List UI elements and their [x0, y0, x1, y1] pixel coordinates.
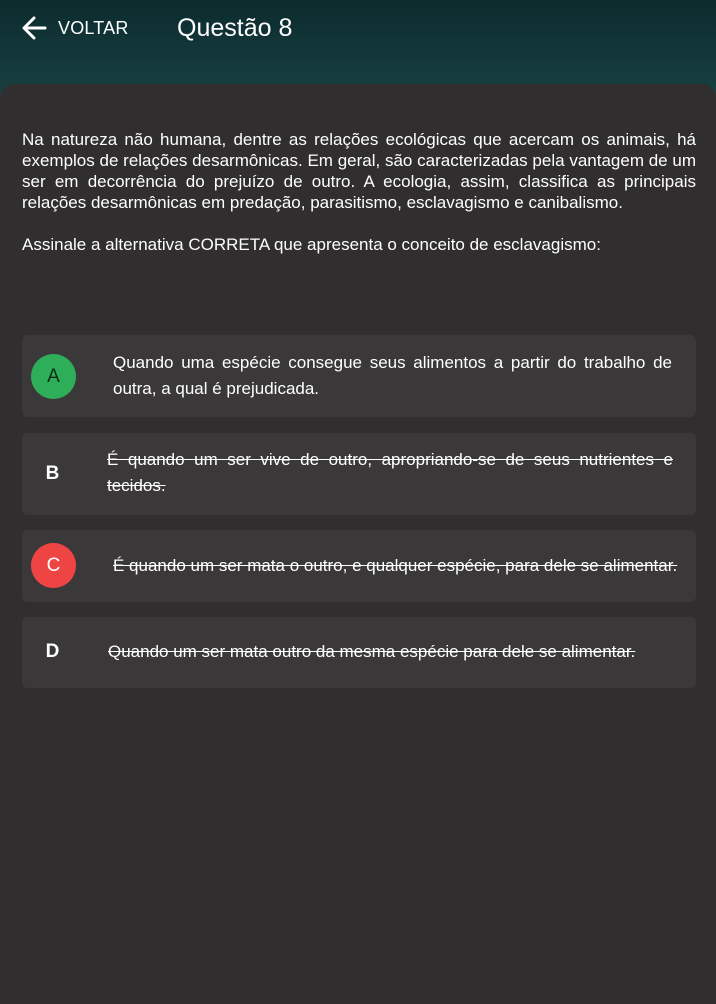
- question-text: Na natureza não humana, dentre as relações ecológicas que acercam os animais, há exemplos de relações desarmônicas. Em geral, são caracterizadas pela vantagem de um ser em decorrência do prejuízo de outro. A ecologia, assim, classifica as principais relações desarmônicas em predação, parasitismo, esclavagismo e canibalismo.: [22, 130, 696, 212]
- option-text: É quando um ser mata o outro, e qualquer espécie, para dele se alimentar.: [113, 556, 678, 575]
- question-panel: [0, 84, 716, 1004]
- option-letter-badge: B: [45, 462, 60, 484]
- option-letter-badge: D: [45, 640, 60, 662]
- option-text: É quando um ser vive de outro, apropriando-se de seus nutrientes e tecidos.: [107, 450, 673, 495]
- option-text: Quando um ser mata outro da mesma espécie para dele se alimentar.: [108, 642, 636, 661]
- back-label: VOLTAR: [58, 17, 129, 38]
- option-b[interactable]: [22, 433, 696, 515]
- option-text: Quando uma espécie consegue seus alimentos a partir do trabalho de outra, a qual é prejudicada.: [113, 353, 672, 398]
- arrow-left-icon: [20, 14, 48, 42]
- option-a[interactable]: [22, 335, 696, 417]
- option-letter-badge: C: [31, 543, 76, 588]
- page-title: Questão 8: [177, 14, 293, 42]
- back-button[interactable]: [20, 12, 129, 44]
- option-c[interactable]: [22, 530, 696, 602]
- option-d[interactable]: [22, 617, 696, 688]
- question-instruction: Assinale a alternativa CORRETA que apresenta o conceito de esclavagismo:: [22, 235, 601, 254]
- option-letter-badge: A: [31, 354, 76, 399]
